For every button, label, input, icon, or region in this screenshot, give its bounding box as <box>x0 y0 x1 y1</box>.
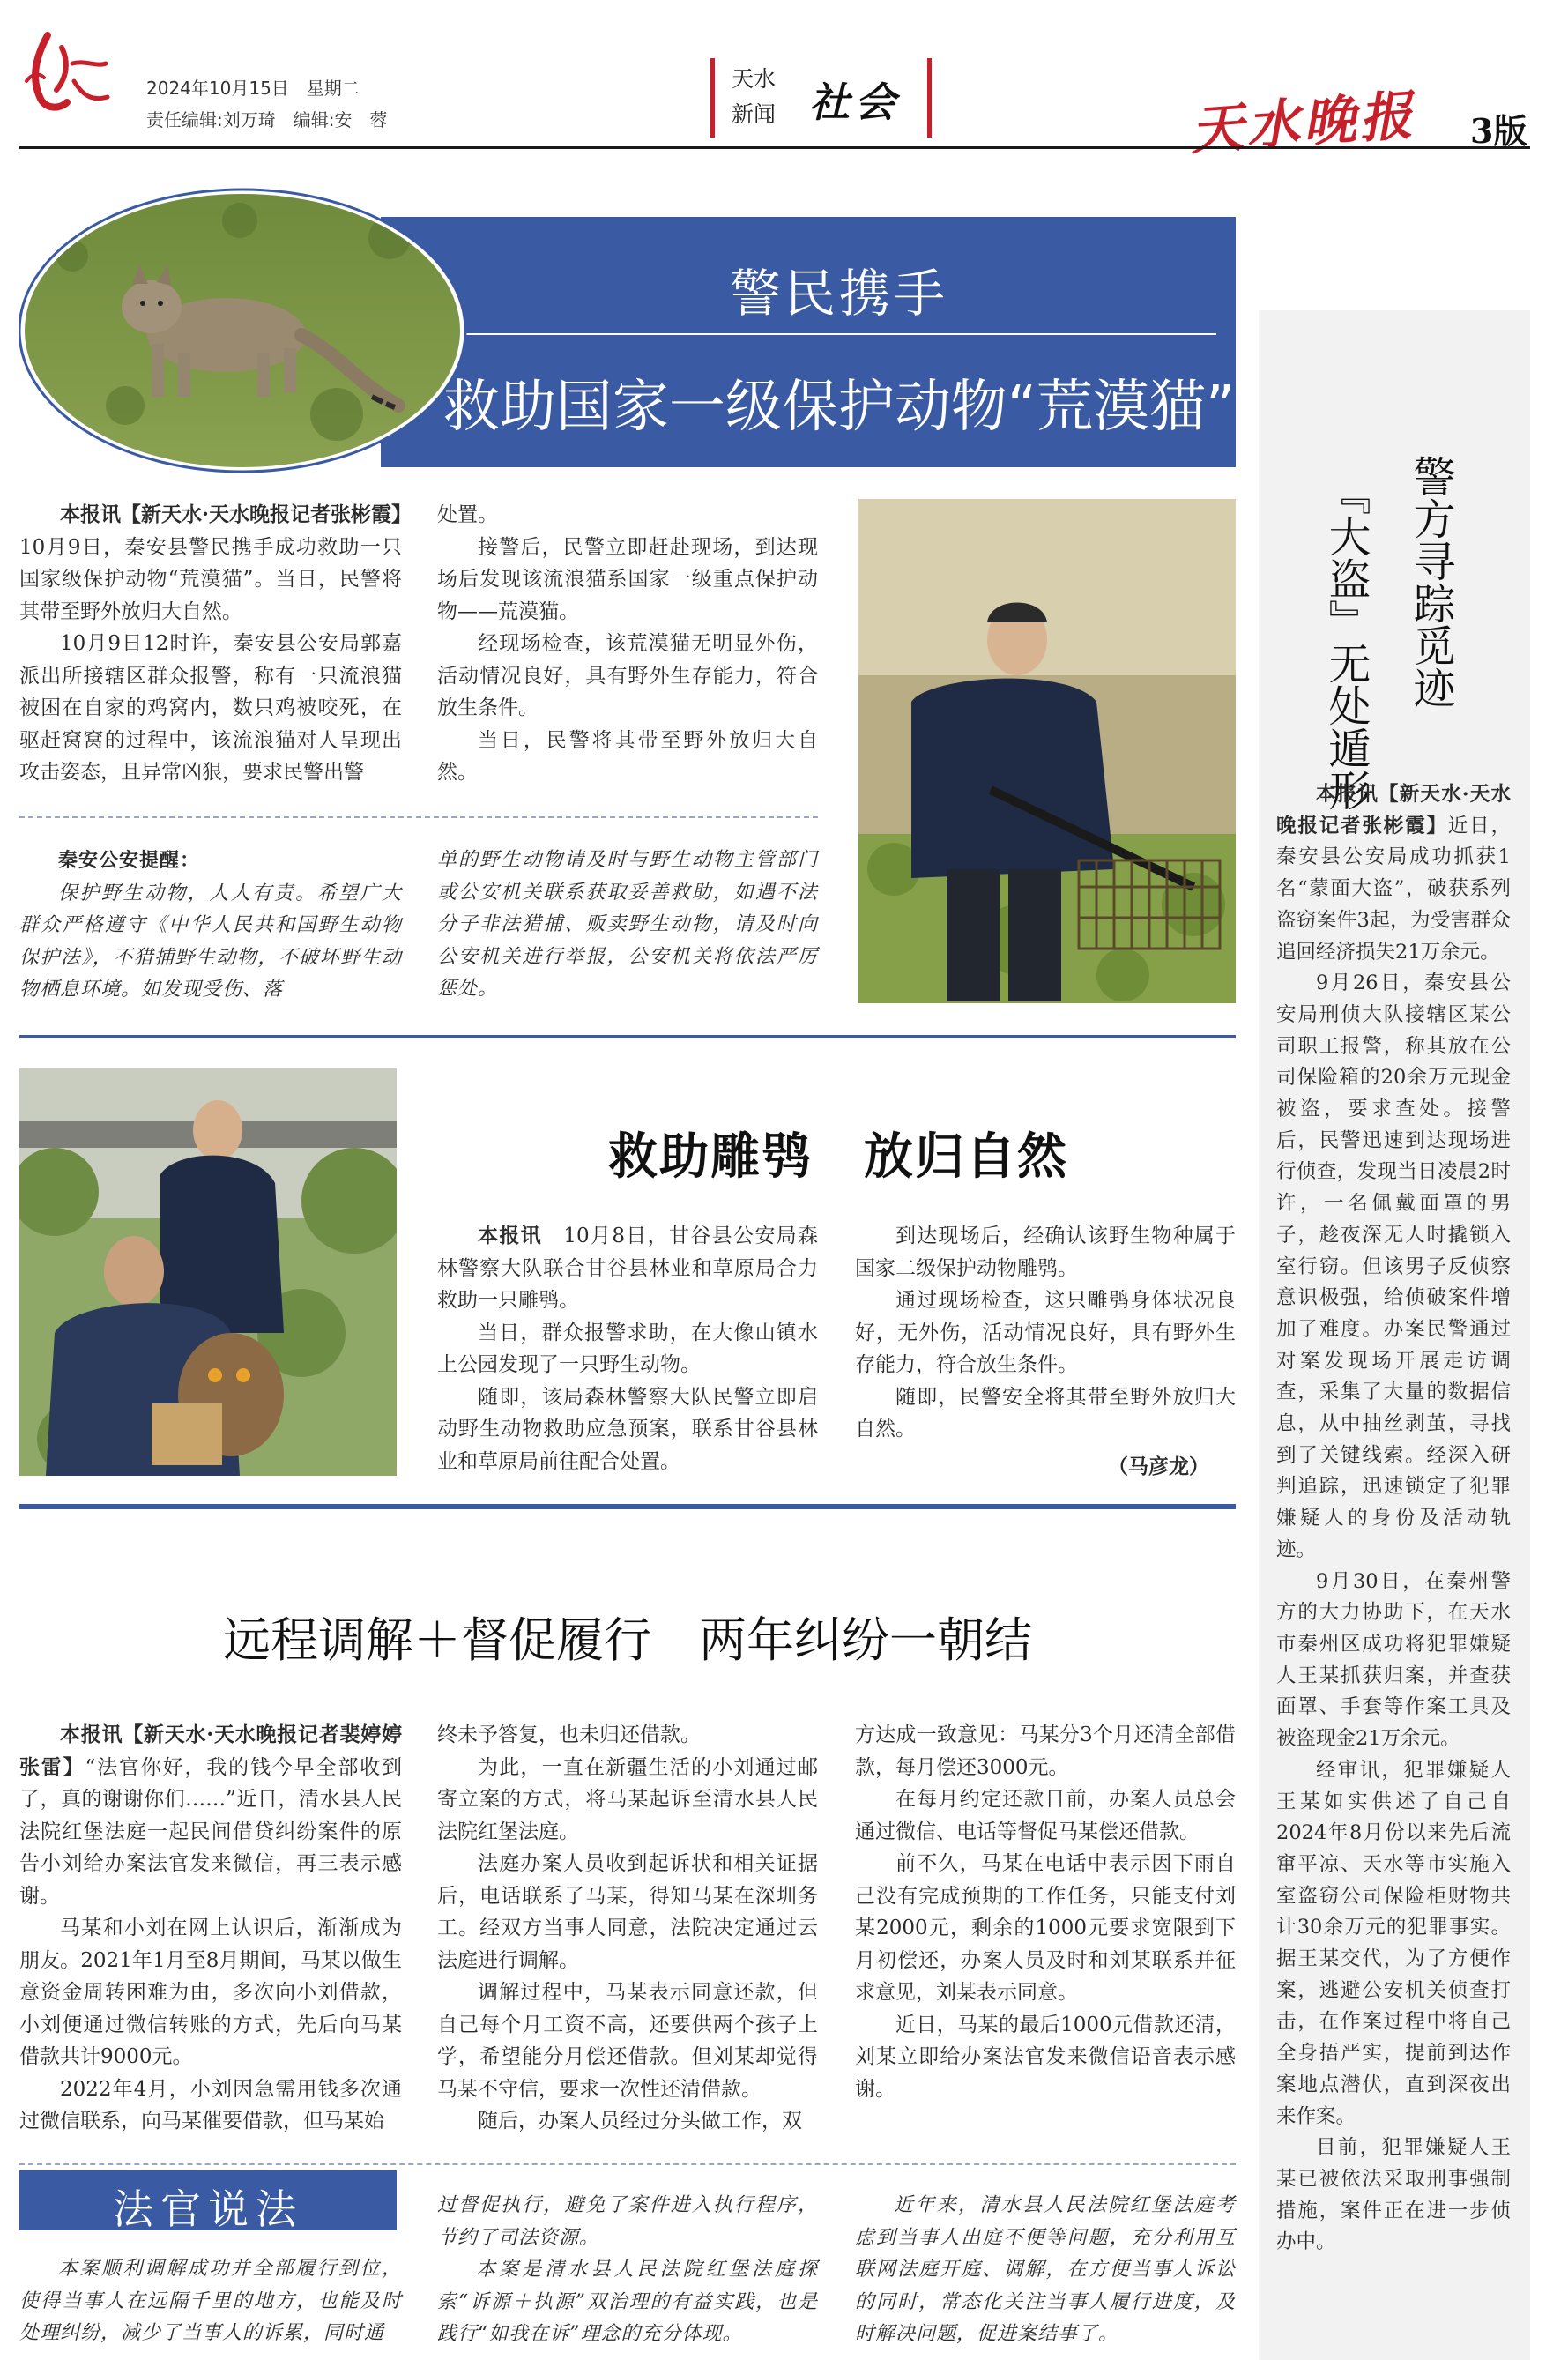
reminder-dashed-rule <box>19 816 818 818</box>
story1-paragraph: 当日，民警将其带至野外放归大自然。 <box>437 728 818 784</box>
section-divider-left <box>710 58 715 138</box>
judge-column-3 <box>855 2190 1236 2351</box>
judge-column-2 <box>437 2190 818 2351</box>
issue-date: 2024年10月15日 星期二 <box>146 78 360 99</box>
desert-cat-photo <box>19 185 469 476</box>
sidebar-title-line-2: 『大盗』无处遁形 <box>1321 473 1371 811</box>
story2-paragraph: 到达现场后，经确认该野生物种属于国家二级保护动物雕鸮。 <box>855 1225 1236 1280</box>
story3-paragraph: 方达成一致意见：马某分3个月还清全部借款，每月偿还3000元。 <box>855 1723 1236 1779</box>
masthead-rule <box>19 146 1530 149</box>
story3-paragraph: 2022年4月，小刘因急需用钱多次通过微信联系，向马某催要借款，但马某始 <box>19 2077 402 2133</box>
story3-paragraph: 随后，办案人员经过分头做工作，双 <box>478 2110 802 2133</box>
sidebar-title-line-1: 警方寻踪觅迹 <box>1406 455 1455 709</box>
story2-paragraph: 10月8日，甘谷县公安局森林警察大队联合甘谷县林业和草原局合力救助一只雕鸮。 <box>437 1225 819 1312</box>
reminder-text: 单的野生动物请及时与野生动物主管部门或公安机关联系获取妥善救助，如遇不法分子非法猎捕、贩卖野生动物，请及时向公安机关进行举报，公安机关将依法严厉惩处。 <box>437 849 818 1000</box>
section-label-small: 天水 新闻 <box>732 66 777 127</box>
story1-lead: 本报讯【新天水·天水晚报记者张彬霞】 <box>60 503 412 526</box>
story3-paragraph: 马某和小刘在网上认识后，渐渐成为朋友。2021年1月至8月期间，马某以做生意资金周转困难为由，多次向小刘借款，小刘便通过微信转账的方式，先后向马某借款共计9000元。 <box>19 1917 402 2068</box>
section-rule-thick <box>19 1504 1236 1509</box>
story2-paragraph: 通过现场检查，这只雕鸮身体状况良好，无外伤，活动情况良好，具有野外生存能力，符合放生条件。 <box>855 1289 1236 1376</box>
police-cage-photo <box>858 499 1236 1003</box>
sidebar-paragraph: 经审讯，犯罪嫌疑人王某如实供述了自己自2024年8月份以来先后流窜平凉、天水等市实施入室盗窃公司保险柜财物共计30余万元的犯罪事实。据王某交代，为了方便作案，逃避公安机关侦查打击，在作案过程中将自己全身捂严实，提前到达作案地点潜伏，直到深夜出来作案。 <box>1276 1758 1511 2128</box>
story1-column-2 <box>437 499 818 789</box>
reminder-column-1 <box>19 845 402 1007</box>
story1-headline: 救助国家一级保护动物“荒漠猫” <box>442 375 1236 440</box>
story3-paragraph: 调解过程中，马某表示同意还款，但自己每个月工资不高，还要供两个孩子上学，希望能分月偿还借款。但刘某却觉得马某不守信，要求一次性还清借款。 <box>437 1981 818 2101</box>
story1-column-1 <box>19 499 412 789</box>
section-title: 社会 <box>809 78 901 126</box>
judge-text: 近年来，清水县人民法院红堡法庭考虑到当事人出庭不便等问题，充分利用互联网法庭开庭、调解，在方便当事人诉讼的同时，常态化关注当事人履行进度，及时解决问题，促进案结事了。 <box>855 2194 1236 2345</box>
story3-paragraph: 在每月约定还款日前，办案人员总会通过微信、电话等督促马某偿还借款。 <box>855 1788 1236 1843</box>
story3-paragraph: 近日，马某的最后1000元借款还清，刘某立即给办案法官发来微信语音表示感谢。 <box>855 2013 1236 2101</box>
reminder-title: 秦安公安提醒： <box>58 849 201 872</box>
judge-column-1 <box>19 2253 402 2350</box>
story3-column-3 <box>855 1719 1236 2105</box>
page-number: 3版 <box>1470 111 1527 151</box>
story3-paragraph: “法官你好，我的钱今早全部收到了，真的谢谢你们……”近日，清水县人民法院红堡法庭一起民间借贷纠纷案件的原告小刘给办案法官发来微信，再三表示感谢。 <box>19 1755 402 1908</box>
judge-dashed-rule <box>19 2163 1236 2165</box>
sidebar-paragraph: 9月30日，在秦州警方的大力协助下，在天水市秦州区成功将犯罪嫌疑人王某抓获归案，并查获面罩、手套等作案工具及被盗现金21万余元。 <box>1276 1569 1511 1751</box>
sidebar-lead: 本报讯【新天水·天水晚报记者张彬霞】 <box>1276 783 1511 838</box>
story1-kicker: 警民携手 <box>729 264 948 324</box>
story1-paragraph: 处置。 <box>437 503 498 526</box>
story2-headline: 救助雕鸮 放归自然 <box>608 1128 1068 1186</box>
story2-paragraph: 当日，群众报警求助，在大像山镇水上公园发现了一只野生动物。 <box>437 1321 818 1376</box>
story2-column-1 <box>437 1220 818 1478</box>
owl-rescue-photo <box>19 1068 397 1476</box>
judge-title: 法官说法 <box>113 2185 303 2233</box>
story3-paragraph: 法庭办案人员收到起诉状和相关证据后，电话联系了马某，得知马某在深圳务工。经双方当事人同意，法院决定通过云法庭进行调解。 <box>437 1852 818 1972</box>
story1-paragraph: 经现场检查，该荒漠猫无明显外伤，活动情况良好，具有野外生存能力，符合放生条件。 <box>437 632 818 719</box>
story2-byline: （马彦龙） <box>1108 1454 1209 1478</box>
sidebar-paragraph: 目前，犯罪嫌疑人王某已被依法采取刑事强制措施，案件正在进一步侦办中。 <box>1276 2136 1511 2254</box>
story3-column-1 <box>19 1719 422 2138</box>
story1-paragraph: 10月9日，秦安县警民携手成功救助一只国家级保护动物“荒漠猫”。当日，民警将其带至野外放归大自然。 <box>19 535 402 623</box>
reminder-text: 保护野生动物，人人有责。希望广大群众严格遵守《中华人民共和国野生动物保护法》，不猎捕野生动物，不破坏野生动物栖息环境。如发现受伤、落 <box>19 882 402 1001</box>
reminder-column-2 <box>437 845 818 1006</box>
judge-text: 过督促执行，避免了案件进入执行程序，节约了司法资源。 <box>437 2194 818 2249</box>
editor-credits: 责任编辑:刘万琦 编辑:安 蓉 <box>146 109 388 130</box>
story3-paragraph: 终未予答复，也未归还借款。 <box>437 1723 701 1746</box>
story3-lead: 本报讯【新天水·天水晚报记者裴婷婷 张雷】 <box>19 1723 422 1779</box>
section-divider-right <box>927 58 932 138</box>
banner-rule <box>458 333 1216 335</box>
newspaper-logo-icon <box>21 28 111 116</box>
story3-paragraph: 为此，一直在新疆生活的小刘通过邮寄立案的方式，将马某起诉至清水县人民法院红堡法庭。 <box>437 1755 818 1843</box>
story2-paragraph: 随即，民警安全将其带至野外放归大自然。 <box>855 1385 1236 1441</box>
story3-column-2 <box>437 1719 818 2138</box>
sidebar-paragraph: 近日，秦安县公安局成功抓获1名“蒙面大盗”，破获系列盗窃案件3起，为受害群众追回经济损失21万余元。 <box>1276 814 1511 964</box>
sidebar-paragraph: 9月26日，秦安县公安局刑侦大队接辖区某公司职工报警，称其放在公司保险箱的20余万元现金被盗，要求查处。接警后，民警迅速到达现场进行侦查，发现当日凌晨2时许，一名佩戴面罩的男子，趁夜深无人时撬锁入室行窃。但该男子反侦察意识极强，给侦破案件增加了难度。办案民警通过对案发现场开展走访调查，采集了大量的数据信息，从中抽丝剥茧，寻找到了关键线索。经深入研判追踪，迅速锁定了犯罪嫌疑人的身份及活动轨迹。 <box>1276 972 1511 1561</box>
story1-paragraph: 10月9日12时许，秦安县公安局郭嘉派出所接辖区群众报警，称有一只流浪猫被困在自家的鸡窝内，数只鸡被咬死，在驱赶窝窝的过程中，该流浪猫对人呈现出攻击姿态，且异常凶狠，要求民警出警 <box>19 632 402 784</box>
story2-column-2 <box>855 1220 1236 1483</box>
story3-headline: 远程调解＋督促履行 两年纠纷一朝结 <box>223 1612 1032 1668</box>
story2-paragraph: 随即，该局森林警察大队民警立即启动野生动物救助应急预案，联系甘谷县林业和草原局前往配合处置。 <box>437 1385 818 1473</box>
paper-nameplate: 天水晚报 <box>1188 85 1418 162</box>
judge-text: 本案是清水县人民法院红堡法庭探索“诉源＋执源”双治理的有益实践，也是践行“如我在诉”理念的充分体现。 <box>437 2259 818 2345</box>
story2-lead: 本报讯 <box>478 1224 543 1247</box>
judge-text: 本案顺利调解成功并全部履行到位，使得当事人在远隔千里的地方，也能及时处理纠纷，减少了当事人的诉累，同时通 <box>19 2258 402 2344</box>
section-rule <box>19 1035 1236 1038</box>
story3-paragraph: 前不久，马某在电话中表示因下雨自己没有完成预期的工作任务，只能支付刘某2000元，剩余的1000元要求宽限到下月初偿还，办案人员及时和刘某联系并征求意见，刘某表示同意。 <box>855 1852 1236 2004</box>
sidebar-article <box>1276 779 1511 2259</box>
story1-paragraph: 接警后，民警立即赶赴现场，到达现场后发现该流浪猫系国家一级重点保护动物——荒漠猫。 <box>437 535 818 623</box>
